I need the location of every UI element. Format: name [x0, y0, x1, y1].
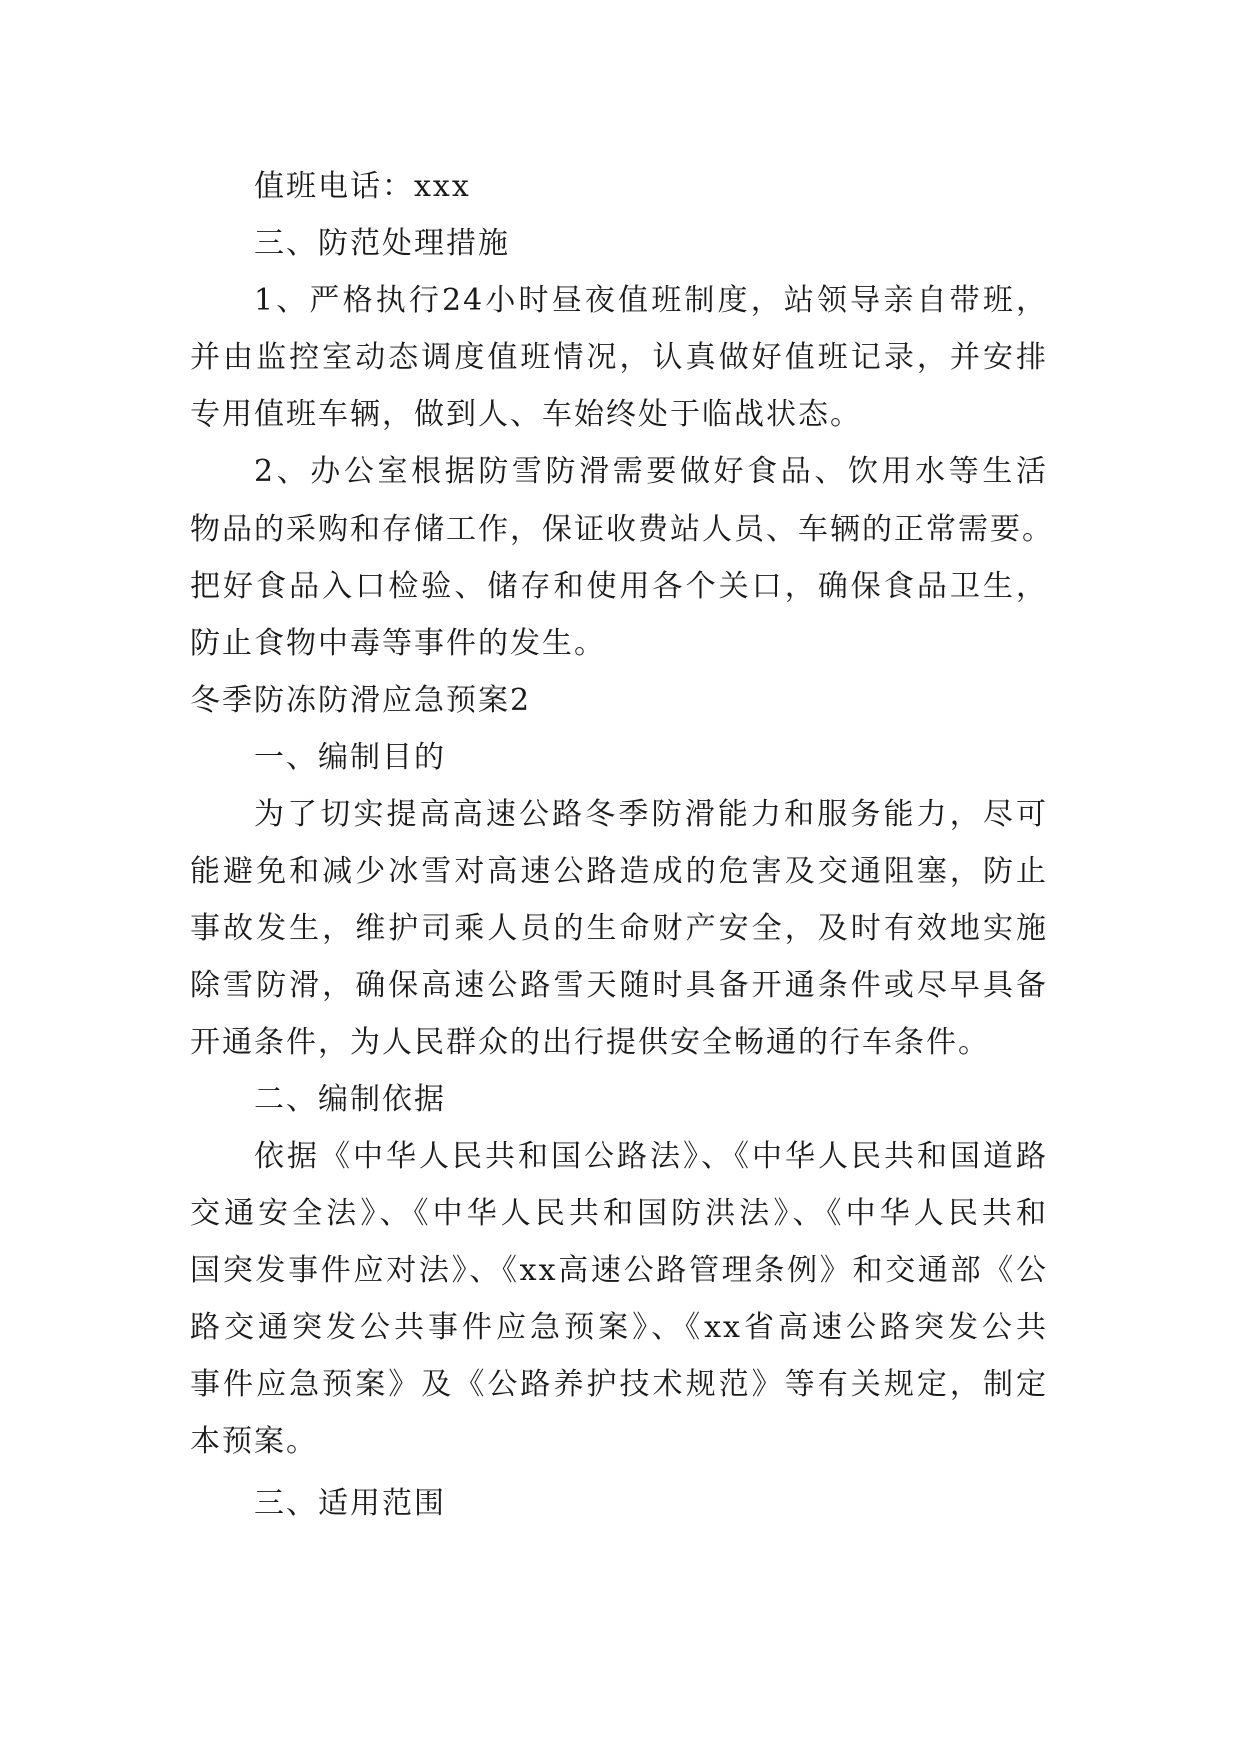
paragraph-line: 除雪防滑，确保高速公路雪天随时具备开通条件或尽早具备 [190, 968, 1048, 1003]
paragraph-line: 事故发生，维护司乘人员的生命财产安全，及时有效地实施 [190, 911, 1048, 946]
section-heading-purpose: 一、编制目的 [254, 740, 446, 775]
paragraph-line: 为了切实提高高速公路冬季防滑能力和服务能力，尽可 [254, 797, 1048, 832]
duty-phone-line: 值班电话：xxx [254, 169, 471, 204]
paragraph-line: 本预案。 [190, 1424, 318, 1459]
paragraph-line: 并由监控室动态调度值班情况，认真做好值班记录，并安排 [190, 340, 1048, 375]
paragraph-line: 国突发事件应对法》、《xx高速公路管理条例》和交通部《公 [190, 1253, 1048, 1288]
paragraph-line: 专用值班车辆，做到人、车始终处于临战状态。 [190, 397, 862, 432]
section-heading-scope: 三、适用范围 [254, 1486, 446, 1521]
paragraph-line: 开通条件，为人民群众的出行提供安全畅通的行车条件。 [190, 1025, 990, 1060]
paragraph-line: 事件应急预案》及《公路养护技术规范》等有关规定，制定 [190, 1367, 1048, 1402]
paragraph-line: 物品的采购和存储工作，保证收费站人员、车辆的正常需要。 [190, 512, 1054, 547]
section-heading-measures: 三、防范处理措施 [254, 226, 510, 261]
document-title: 冬季防冻防滑应急预案2 [190, 683, 532, 718]
paragraph-line: 防止食物中毒等事件的发生。 [190, 626, 606, 661]
paragraph-line: 把好食品入口检验、储存和使用各个关口，确保食品卫生， [190, 569, 1048, 604]
paragraph-line: 依据《中华人民共和国公路法》、《中华人民共和国道路 [254, 1139, 1048, 1174]
paragraph-line: 1、严格执行24小时昼夜值班制度，站领导亲自带班， [254, 283, 1048, 318]
paragraph-line: 2、办公室根据防雪防滑需要做好食品、饮用水等生活 [254, 454, 1048, 489]
paragraph-line: 交通安全法》、《中华人民共和国防洪法》、《中华人民共和 [190, 1196, 1048, 1231]
section-heading-basis: 二、编制依据 [254, 1082, 446, 1117]
paragraph-line: 路交通突发公共事件应急预案》、《xx省高速公路突发公共 [190, 1310, 1048, 1345]
paragraph-line: 能避免和减少冰雪对高速公路造成的危害及交通阻塞，防止 [190, 854, 1048, 889]
